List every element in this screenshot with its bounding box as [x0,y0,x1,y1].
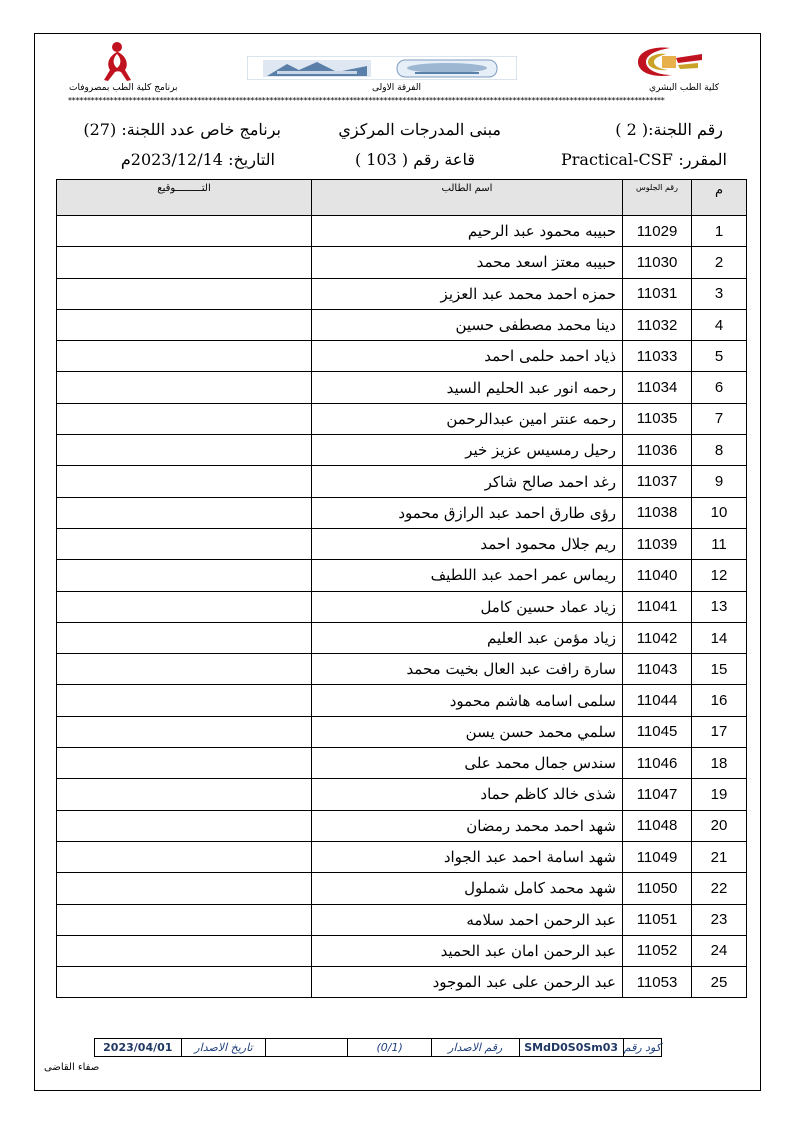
student-name-cell: دينا محمد مصطفى حسين [312,309,623,340]
signature-cell [57,247,312,278]
accreditation-banner-icon [247,56,517,80]
row-number-cell: 6 [692,372,747,403]
signature-cell [57,748,312,779]
row-number-cell: 21 [692,841,747,872]
table-row [57,841,747,872]
table-header-row [57,180,747,216]
seat-number-cell: 11032 [623,309,692,340]
signature-cell [57,591,312,622]
signature-cell [57,841,312,872]
row-number-cell: 19 [692,779,747,810]
seat-number-cell: 11040 [623,560,692,591]
document-code-label: كود رقم [623,1041,661,1054]
table-row [57,622,747,653]
faculty-logo-icon [632,44,708,80]
seat-number-cell: 11034 [623,372,692,403]
table-row [57,560,747,591]
row-number-cell: 20 [692,810,747,841]
program-name: برنامج كلية الطب بمصروفات [69,83,178,93]
signature-cell [57,560,312,591]
table-row [57,685,747,716]
signature-cell [57,967,312,998]
signature-cell [57,466,312,497]
course-value: Practical-CSF [561,150,673,169]
document-code-bar [94,1038,662,1057]
author-name: صفاء القاضى [44,1062,100,1073]
table-row [57,591,747,622]
row-number-cell: 14 [692,622,747,653]
student-name-cell: عبد الرحمن احمد سلامه [312,904,623,935]
student-name-cell: حبيبه محمود عبد الرحيم [312,216,623,247]
student-name-cell: شهد احمد محمد رمضان [312,810,623,841]
seat-number-cell: 11045 [623,716,692,747]
issue-number-value: (0/1) [348,1039,432,1056]
row-number-cell: 23 [692,904,747,935]
issue-date-label: تاريخ الاصدار [182,1039,267,1056]
student-name-cell: رحمه انور عبد الحليم السيد [312,372,623,403]
student-name-cell: سلمى اسامه هاشم محمود [312,685,623,716]
table-row [57,904,747,935]
student-name-cell: عبد الرحمن على عبد الموجود [312,967,623,998]
student-name-cell: سلمي محمد حسن يسن [312,716,623,747]
building-name: مبنى المدرجات المركزي [338,120,501,139]
student-name-cell: رحيل رمسيس عزيز خير [312,435,623,466]
student-name-cell: شذى خالد كاظم حماد [312,779,623,810]
student-name-cell: رؤى طارق احمد عبد الرازق محمود [312,497,623,528]
seat-number-cell: 11050 [623,873,692,904]
row-number-cell: 16 [692,685,747,716]
seat-number-cell: 11052 [623,935,692,966]
student-name-cell: سندس جمال محمد على [312,748,623,779]
signature-cell [57,372,312,403]
signature-cell [57,403,312,434]
row-number-cell: 10 [692,497,747,528]
table-row [57,278,747,309]
seat-number-cell: 11048 [623,810,692,841]
table-row [57,372,747,403]
table-row [57,466,747,497]
student-table [56,179,747,998]
signature-cell [57,685,312,716]
row-number-cell: 24 [692,935,747,966]
table-row [57,716,747,747]
student-name-cell: شهد محمد كامل شملول [312,873,623,904]
signature-cell [57,435,312,466]
signature-cell [57,622,312,653]
signature-cell [57,309,312,340]
seat-number-cell: 11041 [623,591,692,622]
exam-date: التاريخ: 2023/12/14م [120,150,275,169]
row-number-cell: 4 [692,309,747,340]
seat-header-text: رقم الجلوس [636,183,678,192]
hall-number: قاعة رقم ( 103 ) [354,150,475,169]
table-row [57,528,747,559]
issue-number-label: رقم الاصدار [432,1039,520,1056]
table-row [57,779,747,810]
row-number-cell: 12 [692,560,747,591]
issue-date-value: 2023/04/01 [95,1039,182,1056]
signature-cell [57,278,312,309]
row-number-cell: 1 [692,216,747,247]
student-name-cell: عبد الرحمن امان عبد الحميد [312,935,623,966]
seat-number-cell: 11047 [623,779,692,810]
seat-number-cell: 11051 [623,904,692,935]
table-row [57,403,747,434]
table-row [57,967,747,998]
table-body [57,216,747,998]
signature-cell [57,341,312,372]
table-row [57,748,747,779]
seat-number-cell: 11030 [623,247,692,278]
row-number-cell: 5 [692,341,747,372]
row-number-cell: 8 [692,435,747,466]
signature-cell [57,810,312,841]
separator-stars: ************************************************************************************************************************************************************* [68,97,665,105]
table-row [57,873,747,904]
program-logo-icon [100,40,134,84]
course-label: المقرر: [678,150,727,169]
signature-cell [57,497,312,528]
faculty-name: كلية الطب البشري [649,83,719,93]
seat-number-cell: 11029 [623,216,692,247]
number-header: م [692,180,747,216]
table-row [57,247,747,278]
seat-number-cell: 11042 [623,622,692,653]
student-name-cell: رغد احمد صالح شاكر [312,466,623,497]
signature-cell [57,716,312,747]
seat-number-cell: 11038 [623,497,692,528]
seat-number-cell: 11031 [623,278,692,309]
table-row [57,216,747,247]
seat-number-cell: 11039 [623,528,692,559]
signature-cell [57,216,312,247]
row-number-cell: 2 [692,247,747,278]
signature-cell [57,873,312,904]
student-name-cell: زياد مؤمن عبد العليم [312,622,623,653]
seat-number-cell: 11043 [623,654,692,685]
signature-cell [57,528,312,559]
table-row [57,935,747,966]
signature-cell [57,935,312,966]
row-number-cell: 17 [692,716,747,747]
document-code-value: SMdD0S0Sm03 [520,1039,624,1056]
name-header: اسم الطالب [312,180,623,216]
row-number-cell: 22 [692,873,747,904]
row-number-cell: 9 [692,466,747,497]
row-number-cell: 13 [692,591,747,622]
row-number-cell: 3 [692,278,747,309]
student-name-cell: رحمه عنتر امين عبدالرحمن [312,403,623,434]
seat-number-cell: 11037 [623,466,692,497]
table-row [57,435,747,466]
level-name: الفرقة الاولى [372,83,421,93]
signature-cell [57,779,312,810]
student-name-cell: حبيبه معتز اسعد محمد [312,247,623,278]
row-number-cell: 25 [692,967,747,998]
signature-cell [57,654,312,685]
seat-number-cell: 11053 [623,967,692,998]
student-name-cell: ريماس عمر احمد عبد اللطيف [312,560,623,591]
table-row [57,810,747,841]
table-row [57,341,747,372]
committee-count: برنامج خاص عدد اللجنة: (27) [83,120,281,139]
seat-number-cell: 11044 [623,685,692,716]
student-name-cell: ذياد احمد حلمى احمد [312,341,623,372]
student-name-cell: ريم جلال محمود احمد [312,528,623,559]
student-name-cell: شهد اسامة احمد عبد الجواد [312,841,623,872]
row-number-cell: 7 [692,403,747,434]
seat-number-cell: 11046 [623,748,692,779]
table-row [57,497,747,528]
row-number-cell: 15 [692,654,747,685]
table-row [57,309,747,340]
seat-number-cell: 11033 [623,341,692,372]
signature-cell [57,904,312,935]
seat-number-cell: 11036 [623,435,692,466]
seat-number-cell: 11049 [623,841,692,872]
student-name-cell: سارة رافت عبد العال بخيت محمد [312,654,623,685]
blank-cell [266,1039,348,1056]
student-name-cell: زياد عماد حسين كامل [312,591,623,622]
seat-header [623,180,692,216]
row-number-cell: 18 [692,748,747,779]
seat-number-cell: 11035 [623,403,692,434]
student-name-cell: حمزه احمد محمد عبد العزيز [312,278,623,309]
signature-header: التـــــــــوقيع [57,180,312,216]
row-number-cell: 11 [692,528,747,559]
table-row [57,654,747,685]
committee-number: رقم اللجنة:( 2 ) [615,120,723,139]
